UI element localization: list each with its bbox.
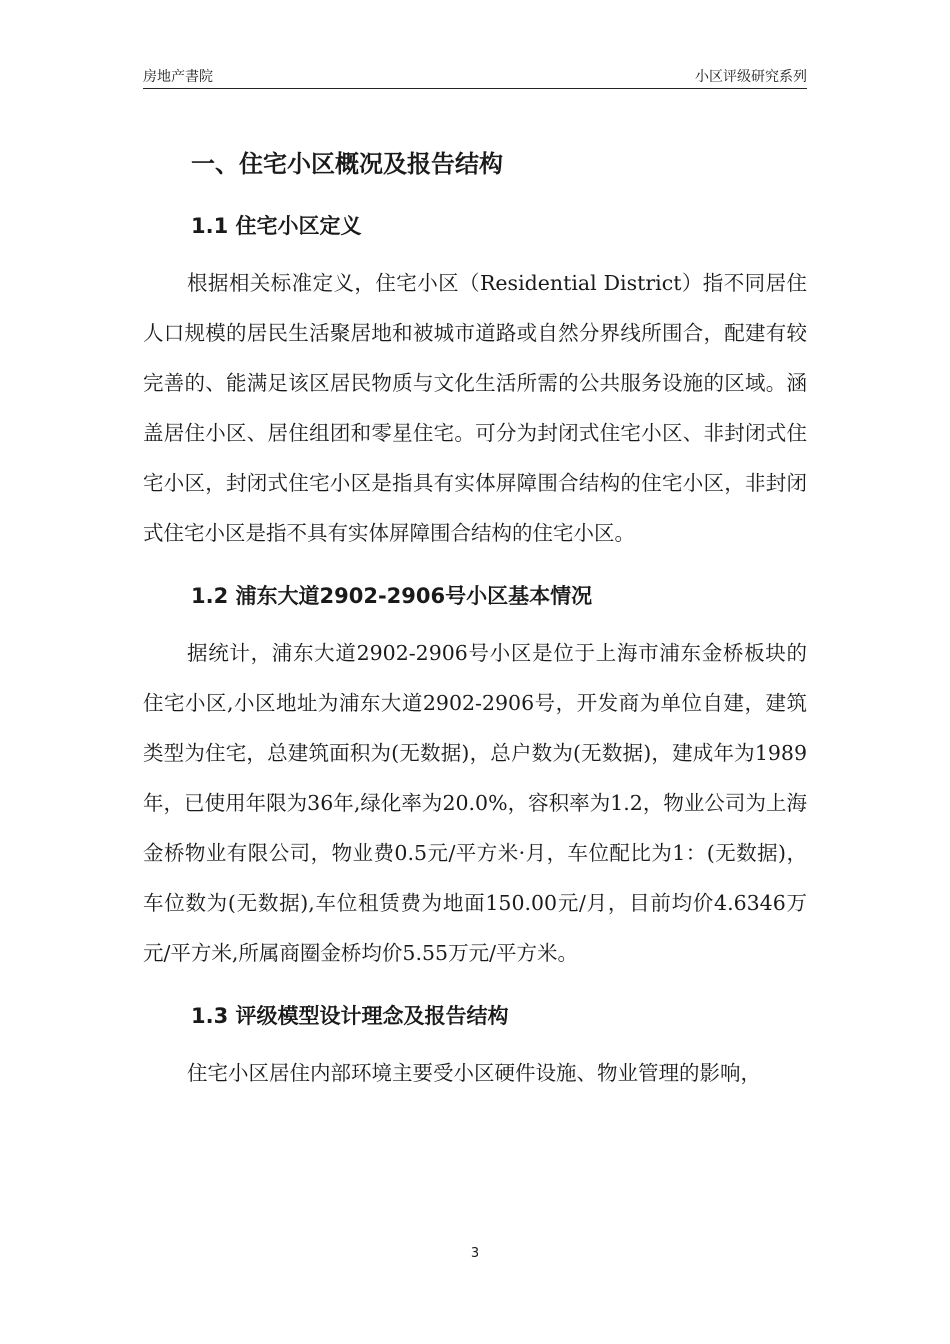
paragraph-basic-info: 据统计，浦东大道2902-2906号小区是位于上海市浦东金桥板块的住宅小区,小区地址为浦东大道2902-2906号，开发商为单位自建，建筑类型为住宅，总建筑面积为(无数据)，总户数为(无数据)，建成年为1989年，已使用年限为36年,绿化率为20.0%，容积率为1.2，物业公司为上海金桥物业有限公司，物业费0.5元/平方米·月，车位配比为1：(无数据)，车位数为(无数据),车位租赁费为地面150.00元/月，目前均价4.6346万元/平方米,所属商圈金桥均价5.55万元/平方米。 [143, 641, 807, 965]
paragraph-definition: 根据相关标准定义，住宅小区（Residential District）指不同居住人口规模的居民生活聚居地和被城市道路或自然分界线所围合，配建有较完善的、能满足该区居民物质与文化生活所需的公共服务设施的区域。涵盖居住小区、居住组团和零星住宅。可分为封闭式住宅小区、非封闭式住宅小区，封闭式住宅小区是指具有实体屏障围合结构的住宅小区，非封闭式住宅小区是指不具有实体屏障围合结构的住宅小区。 [143, 271, 807, 545]
page-number: 3 [470, 1246, 480, 1261]
page-content [143, 140, 807, 1098]
header-left-text: 房地产書院 [143, 69, 213, 85]
section-title: 一、住宅小区概况及报告结构 [191, 150, 503, 178]
subsection-title-1-1: 1.1 住宅小区定义 [191, 214, 362, 238]
page-header [143, 66, 807, 89]
subsection-title-1-2: 1.2 浦东大道2902-2906号小区基本情况 [191, 584, 593, 608]
paragraph-model-design: 住宅小区居住内部环境主要受小区硬件设施、物业管理的影响， [187, 1061, 761, 1085]
header-right-text: 小区评级研究系列 [695, 69, 807, 85]
subsection-title-1-3: 1.3 评级模型设计理念及报告结构 [191, 1004, 509, 1028]
